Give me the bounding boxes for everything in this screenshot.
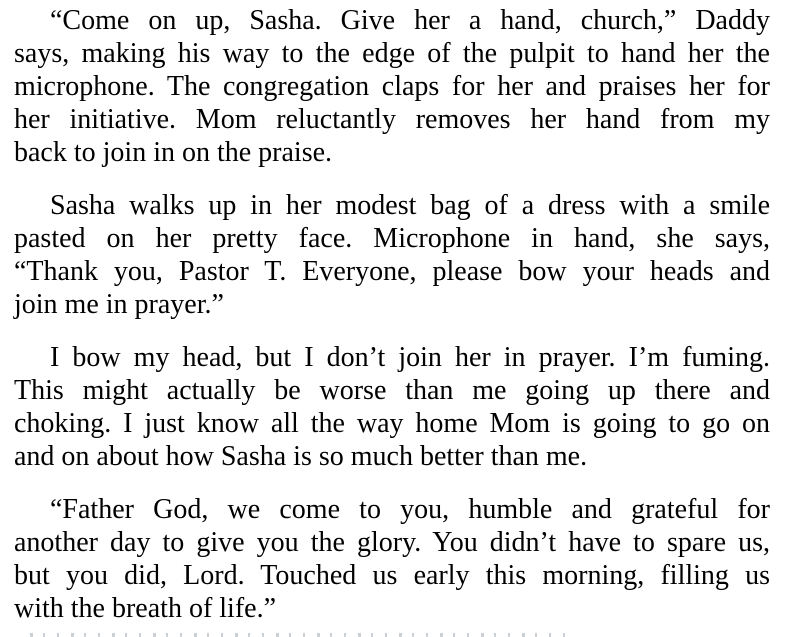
text-line: another day to give you the glory. You didn’t have to spare us, (14, 527, 770, 558)
text-line: back to join in on the praise. (14, 137, 333, 168)
paragraph (14, 341, 770, 473)
text-line: with the breath of life.” (14, 593, 277, 624)
text-line: I bow my head, but I don’t join her in prayer. I’m fuming. (50, 342, 770, 373)
text-line: pasted on her pretty face. Microphone in hand, she says, (14, 223, 770, 254)
text-column (14, 4, 770, 625)
text-line: her initiative. Mom reluctantly removes her hand from my (14, 104, 770, 135)
text-line: “Father God, we come to you, humble and grateful for (50, 494, 770, 525)
paragraph (14, 4, 770, 169)
text-line: Sasha walks up in her modest bag of a dress with a smile (50, 190, 770, 221)
clipped-next-line-artifact (30, 633, 565, 637)
text-line: choking. I just know all the way home Mom is going to go on (14, 408, 770, 439)
text-line: microphone. The congregation claps for her and praises her for (14, 71, 770, 102)
text-line: but you did, Lord. Touched us early this morning, filling us (14, 560, 770, 591)
text-line: says, making his way to the edge of the pulpit to hand her the (14, 38, 770, 69)
paragraph (14, 493, 770, 625)
text-line: “Thank you, Pastor T. Everyone, please bow your heads and (14, 256, 770, 287)
text-line: join me in prayer.” (14, 289, 224, 320)
text-line: and on about how Sasha is so much better than me. (14, 441, 588, 472)
text-line: “Come on up, Sasha. Give her a hand, church,” Daddy (50, 5, 770, 36)
paragraph (14, 189, 770, 321)
text-line: This might actually be worse than me going up there and (14, 375, 770, 406)
